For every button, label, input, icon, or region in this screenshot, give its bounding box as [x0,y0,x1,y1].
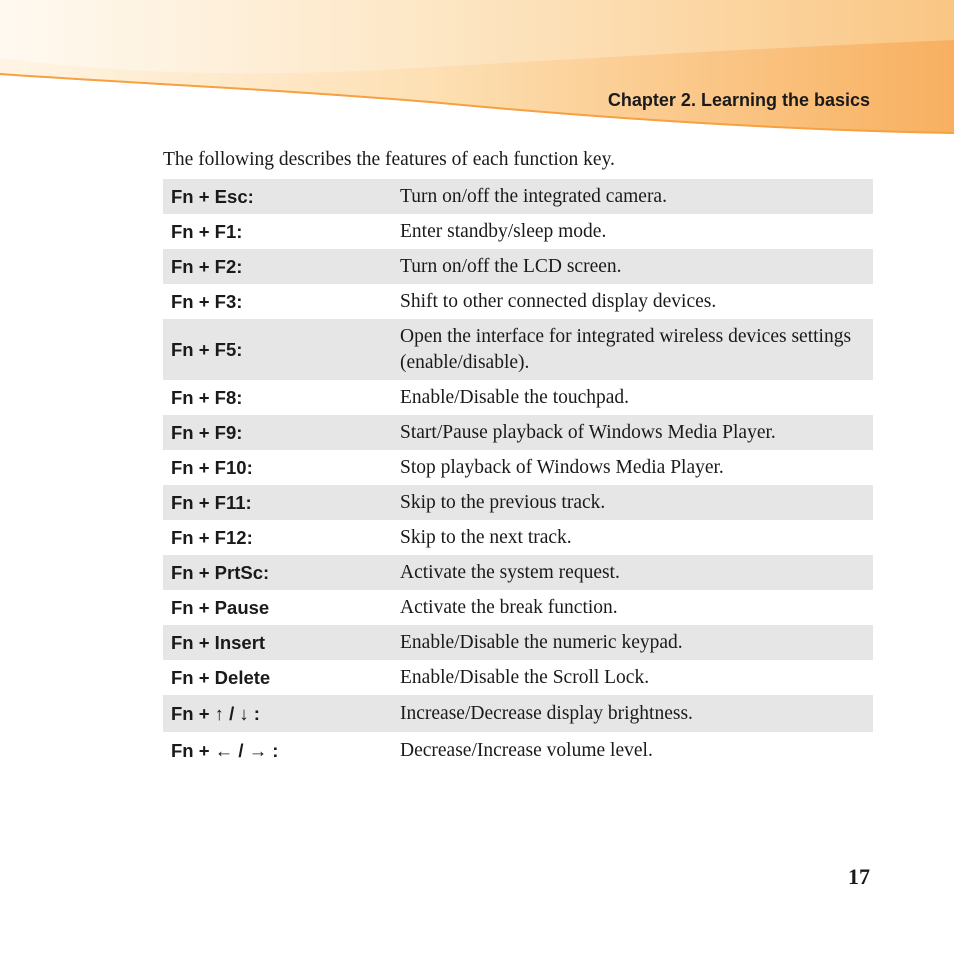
key-label: Fn + PrtSc: [171,561,270,583]
key-description: Activate the break function. [400,596,618,618]
table-row [163,660,873,695]
function-key-table [163,179,873,769]
table-row [163,319,873,380]
page-number: 17 [848,864,870,889]
key-description: Open the interface for integrated wireless devices settings (enable/disable). [400,325,852,373]
table-row [163,520,873,555]
key-description: Enable/Disable the Scroll Lock. [400,666,650,688]
table-row [163,380,873,415]
key-description: Skip to the next track. [400,526,572,548]
key-description: Enable/Disable the numeric keypad. [400,631,683,653]
key-label: Fn + F10: [171,456,253,478]
key-label: Fn + ← / → : [171,739,279,761]
key-description: Start/Pause playback of Windows Media Player. [400,421,776,443]
table-row [163,450,873,485]
table-row [163,555,873,590]
header-banner [0,0,954,140]
key-label: Fn + F3: [171,290,243,312]
table-row [163,695,873,732]
key-label: Fn + Insert [171,631,266,653]
key-description: Increase/Decrease display brightness. [400,702,693,724]
key-label: Fn + ↑ / ↓ : [171,702,260,724]
key-label: Fn + F9: [171,421,243,443]
key-label: Fn + F12: [171,526,253,548]
intro-text: The following describes the features of each function key. [163,149,615,170]
key-label: Fn + Esc: [171,185,254,207]
key-description: Activate the system request. [400,561,620,583]
table-row [163,625,873,660]
table-row [163,732,873,769]
key-label: Fn + F2: [171,255,243,277]
table-row [163,590,873,625]
chapter-title: Chapter 2. Learning the basics [607,90,870,110]
key-description: Enable/Disable the touchpad. [400,386,630,408]
key-label: Fn + Pause [171,596,270,618]
key-label: Fn + F5: [171,338,243,360]
key-label: Fn + F1: [171,220,243,242]
key-description: Turn on/off the LCD screen. [400,255,622,277]
key-description: Skip to the previous track. [400,491,606,513]
key-label: Fn + Delete [171,666,271,688]
key-label: Fn + F8: [171,386,243,408]
table-row [163,485,873,520]
key-description: Stop playback of Windows Media Player. [400,456,724,478]
table-row [163,249,873,284]
table-row [163,179,873,214]
key-description: Turn on/off the integrated camera. [400,185,667,207]
table-row [163,415,873,450]
table-row [163,214,873,249]
key-description: Enter standby/sleep mode. [400,220,607,242]
key-description: Decrease/Increase volume level. [400,739,653,761]
table-row [163,284,873,319]
key-label: Fn + F11: [171,491,252,513]
key-description: Shift to other connected display devices. [400,290,717,312]
